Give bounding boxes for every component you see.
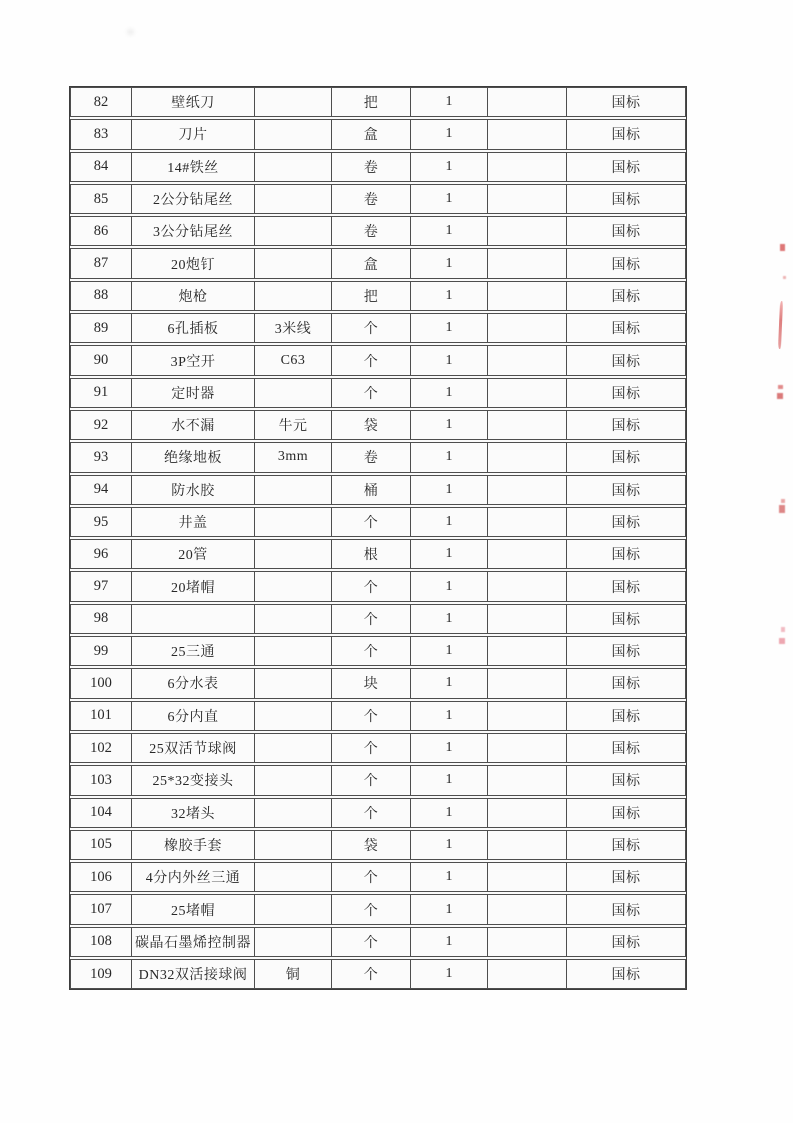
- cell-standard: 国标: [611, 160, 641, 176]
- cell-quantity: 1: [411, 443, 488, 471]
- cell-item-name: 壁纸刀: [132, 88, 255, 116]
- table-row: [70, 668, 686, 698]
- table-row: [70, 733, 686, 763]
- cell-item-name: 3公分钻尾丝: [132, 217, 255, 245]
- cell-standard: 国标: [611, 774, 641, 790]
- cell-quantity: 1: [411, 702, 488, 730]
- cell-unit: 个: [332, 928, 411, 956]
- cell-unit: 个: [332, 572, 411, 600]
- cell-index: 102: [71, 734, 132, 762]
- cell-note: [488, 476, 567, 504]
- cell-index: 107: [71, 895, 132, 923]
- cell-index: 87: [71, 249, 132, 277]
- cell-index: 88: [71, 282, 132, 310]
- cell-index: 94: [71, 476, 132, 504]
- cell-quantity: 1: [411, 217, 488, 245]
- cell-spec: [255, 217, 332, 245]
- cell-item-name: 6分水表: [132, 669, 255, 697]
- cell-unit: 卷: [332, 443, 411, 471]
- cell-standard: 国标: [611, 257, 641, 273]
- cell-unit: 个: [332, 702, 411, 730]
- cell-standard: 国标: [611, 580, 641, 596]
- red-stamp-fragment: [780, 244, 785, 251]
- cell-unit: 块: [332, 669, 411, 697]
- cell-index: 100: [71, 669, 132, 697]
- cell-unit: 个: [332, 314, 411, 342]
- cell-index: 106: [71, 863, 132, 891]
- table-row: [70, 830, 686, 860]
- cell-spec: [255, 734, 332, 762]
- cell-quantity: 1: [411, 540, 488, 568]
- cell-note: [488, 637, 567, 665]
- cell-unit: 卷: [332, 153, 411, 181]
- cell-note: [488, 282, 567, 310]
- cell-item-name: 防水胶: [132, 476, 255, 504]
- cell-note: [488, 669, 567, 697]
- cell-quantity: 1: [411, 799, 488, 827]
- table-row: [70, 798, 686, 828]
- cell-unit: 桶: [332, 476, 411, 504]
- cell-spec: [255, 799, 332, 827]
- cell-standard: 国标: [611, 903, 641, 919]
- cell-item-name: 20堵帽: [132, 572, 255, 600]
- cell-quantity: 1: [411, 766, 488, 794]
- cell-note: [488, 443, 567, 471]
- cell-item-name: 25三通: [132, 637, 255, 665]
- table-row: [70, 862, 686, 892]
- cell-quantity: 1: [411, 960, 488, 988]
- cell-note: [488, 379, 567, 407]
- table-row: [70, 894, 686, 924]
- cell-spec: [255, 572, 332, 600]
- cell-index: 89: [71, 314, 132, 342]
- red-stamp-fragment: [783, 276, 786, 279]
- table-row: [70, 507, 686, 537]
- cell-unit: 卷: [332, 217, 411, 245]
- cell-spec: [255, 766, 332, 794]
- cell-note: [488, 734, 567, 762]
- table-row: [70, 604, 686, 634]
- table-row: [70, 959, 686, 989]
- cell-note: [488, 217, 567, 245]
- cell-index: 103: [71, 766, 132, 794]
- cell-spec: [255, 863, 332, 891]
- cell-unit: 个: [332, 766, 411, 794]
- cell-quantity: 1: [411, 120, 488, 148]
- red-stamp-fragment: [777, 393, 783, 399]
- cell-index: 85: [71, 185, 132, 213]
- cell-standard: 国标: [611, 645, 641, 661]
- cell-note: [488, 572, 567, 600]
- cell-item-name: DN32双活接球阀: [132, 960, 255, 988]
- cell-index: 109: [71, 960, 132, 988]
- cell-spec: [255, 185, 332, 213]
- cell-unit: 卷: [332, 185, 411, 213]
- cell-item-name: 3P空开: [132, 346, 255, 374]
- cell-spec: [255, 153, 332, 181]
- cell-item-name: 2公分钻尾丝: [132, 185, 255, 213]
- cell-index: 90: [71, 346, 132, 374]
- cell-index: 98: [71, 605, 132, 633]
- cell-quantity: 1: [411, 249, 488, 277]
- cell-quantity: 1: [411, 346, 488, 374]
- cell-standard: 国标: [611, 419, 641, 435]
- cell-note: [488, 766, 567, 794]
- cell-item-name: 4分内外丝三通: [132, 863, 255, 891]
- cell-item-name: 绝缘地板: [132, 443, 255, 471]
- cell-spec: [255, 88, 332, 116]
- materials-table: [69, 86, 687, 990]
- cell-index: 82: [71, 88, 132, 116]
- cell-spec: [255, 702, 332, 730]
- cell-unit: 袋: [332, 411, 411, 439]
- cell-item-name: 20炮钉: [132, 249, 255, 277]
- cell-index: 96: [71, 540, 132, 568]
- cell-unit: 个: [332, 960, 411, 988]
- cell-index: 93: [71, 443, 132, 471]
- cell-standard: 国标: [611, 968, 641, 984]
- cell-quantity: 1: [411, 153, 488, 181]
- cell-standard: 国标: [611, 516, 641, 531]
- cell-quantity: 1: [411, 572, 488, 600]
- cell-note: [488, 960, 567, 988]
- cell-unit: 把: [332, 282, 411, 310]
- cell-note: [488, 88, 567, 116]
- cell-standard: 国标: [611, 483, 641, 499]
- cell-standard: 国标: [611, 677, 641, 693]
- cell-standard: 国标: [611, 806, 641, 822]
- cell-note: [488, 346, 567, 374]
- cell-item-name: 定时器: [132, 379, 255, 407]
- cell-note: [488, 605, 567, 633]
- cell-spec: [255, 540, 332, 568]
- table-row: [70, 571, 686, 601]
- table-row: [70, 281, 686, 311]
- cell-item-name: 刀片: [132, 120, 255, 148]
- cell-quantity: 1: [411, 379, 488, 407]
- cell-quantity: 1: [411, 508, 488, 536]
- cell-standard: 国标: [611, 935, 641, 951]
- cell-standard: 国标: [611, 225, 641, 241]
- cell-spec: [255, 249, 332, 277]
- cell-index: 86: [71, 217, 132, 245]
- cell-quantity: 1: [411, 88, 488, 116]
- cell-item-name: 25双活节球阀: [132, 734, 255, 762]
- cell-item-name: 炮枪: [132, 282, 255, 310]
- table-row: [70, 184, 686, 214]
- cell-standard: 国标: [611, 871, 641, 887]
- cell-quantity: 1: [411, 637, 488, 665]
- cell-standard: 国标: [611, 322, 641, 338]
- cell-index: 92: [71, 411, 132, 439]
- cell-note: [488, 895, 567, 923]
- cell-quantity: 1: [411, 863, 488, 891]
- cell-spec: [255, 928, 332, 956]
- cell-standard: 国标: [611, 838, 641, 854]
- table-row: [70, 410, 686, 440]
- cell-note: [488, 928, 567, 956]
- cell-item-name: 井盖: [132, 508, 255, 536]
- cell-index: 104: [71, 799, 132, 827]
- cell-quantity: 1: [411, 185, 488, 213]
- cell-item-name: [132, 605, 255, 633]
- cell-index: 99: [71, 637, 132, 665]
- cell-unit: 个: [332, 799, 411, 827]
- cell-unit: 个: [332, 895, 411, 923]
- cell-item-name: 6分内直: [132, 702, 255, 730]
- cell-unit: 根: [332, 540, 411, 568]
- cell-quantity: 1: [411, 476, 488, 504]
- cell-item-name: 20管: [132, 540, 255, 568]
- cell-note: [488, 831, 567, 859]
- cell-unit: 个: [332, 637, 411, 665]
- red-stamp-fragment: [779, 638, 785, 644]
- red-stamp-fragment: [779, 505, 785, 513]
- cell-quantity: 1: [411, 314, 488, 342]
- cell-item-name: 25*32变接头: [132, 766, 255, 794]
- cell-item-name: 橡胶手套: [132, 831, 255, 859]
- table-row: [70, 87, 686, 117]
- cell-spec: [255, 508, 332, 536]
- cell-quantity: 1: [411, 605, 488, 633]
- cell-item-name: 14#铁丝: [132, 153, 255, 181]
- red-stamp-stroke: [778, 301, 783, 349]
- cell-index: 91: [71, 379, 132, 407]
- cell-item-name: 6孔插板: [132, 314, 255, 342]
- cell-standard: 国标: [611, 709, 641, 725]
- cell-unit: 个: [332, 508, 411, 536]
- cell-spec: [255, 895, 332, 923]
- table-row: [70, 248, 686, 278]
- cell-note: [488, 508, 567, 536]
- cell-unit: 盒: [332, 249, 411, 277]
- cell-index: 83: [71, 120, 132, 148]
- cell-index: 97: [71, 572, 132, 600]
- cell-unit: 袋: [332, 831, 411, 859]
- table-row: [70, 442, 686, 472]
- cell-spec: [255, 282, 332, 310]
- cell-note: [488, 153, 567, 181]
- red-stamp-fragment: [781, 627, 785, 632]
- cell-standard: 国标: [611, 354, 641, 370]
- table-row: [70, 378, 686, 408]
- cell-quantity: 1: [411, 669, 488, 697]
- red-stamp-fragment: [781, 499, 785, 503]
- cell-note: [488, 411, 567, 439]
- cell-note: [488, 185, 567, 213]
- cell-note: [488, 702, 567, 730]
- cell-note: [488, 863, 567, 891]
- cell-spec: [255, 605, 332, 633]
- cell-index: 84: [71, 153, 132, 181]
- cell-note: [488, 120, 567, 148]
- cell-standard: 国标: [611, 96, 641, 112]
- cell-note: [488, 540, 567, 568]
- cell-unit: 个: [332, 346, 411, 374]
- cell-unit: 个: [332, 863, 411, 891]
- table-row: [70, 152, 686, 182]
- cell-quantity: 1: [411, 282, 488, 310]
- cell-spec: 牛元: [255, 411, 332, 439]
- cell-spec: [255, 120, 332, 148]
- table-row: [70, 539, 686, 569]
- table-row: [70, 765, 686, 795]
- cell-note: [488, 249, 567, 277]
- cell-unit: 个: [332, 605, 411, 633]
- cell-spec: [255, 669, 332, 697]
- cell-standard: 国标: [611, 128, 641, 144]
- cell-quantity: 1: [411, 895, 488, 923]
- table-row: [70, 345, 686, 375]
- cell-item-name: 25堵帽: [132, 895, 255, 923]
- cell-quantity: 1: [411, 411, 488, 439]
- cell-item-name: 水不漏: [132, 411, 255, 439]
- cell-unit: 把: [332, 88, 411, 116]
- cell-spec: C63: [255, 346, 332, 374]
- table-row: [70, 313, 686, 343]
- cell-spec: [255, 476, 332, 504]
- table-row: [70, 216, 686, 246]
- cell-index: 101: [71, 702, 132, 730]
- cell-index: 108: [71, 928, 132, 956]
- cell-index: 105: [71, 831, 132, 859]
- cell-standard: 国标: [611, 742, 641, 758]
- cell-item-name: 32堵头: [132, 799, 255, 827]
- cell-spec: 3米线: [255, 314, 332, 342]
- cell-quantity: 1: [411, 928, 488, 956]
- cell-spec: [255, 637, 332, 665]
- cell-standard: 国标: [611, 548, 641, 564]
- cell-spec: 3mm: [255, 443, 332, 471]
- cell-standard: 国标: [611, 386, 641, 402]
- table-row: [70, 119, 686, 149]
- cell-note: [488, 314, 567, 342]
- cell-unit: 个: [332, 734, 411, 762]
- cell-unit: 盒: [332, 120, 411, 148]
- cell-spec: 铜: [255, 960, 332, 988]
- cell-standard: 国标: [611, 193, 641, 209]
- table-row: [70, 927, 686, 957]
- cell-item-name: 碳晶石墨烯控制器: [132, 928, 255, 956]
- cell-standard: 国标: [611, 451, 641, 467]
- cell-standard: 国标: [611, 289, 641, 305]
- cell-spec: [255, 379, 332, 407]
- cell-standard: 国标: [611, 612, 641, 628]
- cell-spec: [255, 831, 332, 859]
- cell-unit: 个: [332, 379, 411, 407]
- table-row: [70, 701, 686, 731]
- cell-index: 95: [71, 508, 132, 536]
- table-row: [70, 636, 686, 666]
- cell-quantity: 1: [411, 831, 488, 859]
- red-stamp-fragment: [778, 385, 783, 389]
- cell-note: [488, 799, 567, 827]
- table-row: [70, 475, 686, 505]
- cell-quantity: 1: [411, 734, 488, 762]
- scan-smudge: [127, 29, 134, 35]
